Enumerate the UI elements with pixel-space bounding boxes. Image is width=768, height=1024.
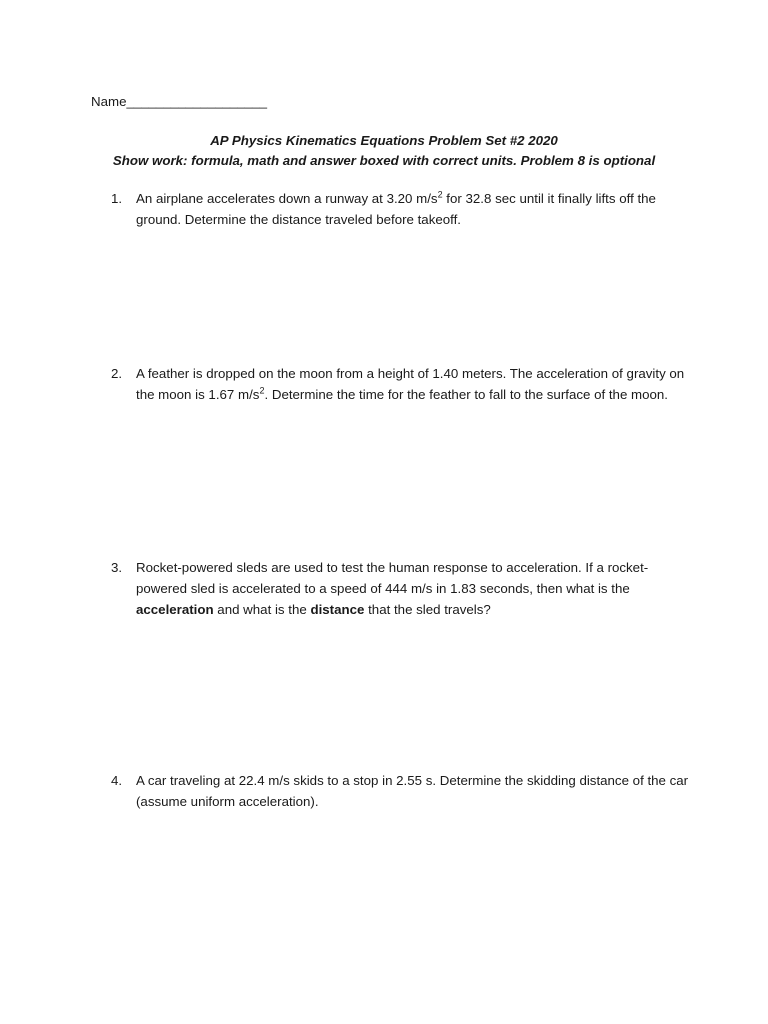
problem-number: 3. xyxy=(111,560,123,575)
problem-text xyxy=(136,363,691,405)
problem-text-part: An airplane accelerates down a runway at 3.20 m/s xyxy=(136,191,438,206)
worksheet-title: AP Physics Kinematics Equations Problem Set #2 2020 xyxy=(210,133,558,148)
problem-text-part: that the sled travels? xyxy=(364,602,491,617)
problem-number: 2. xyxy=(111,366,123,381)
problem-text xyxy=(136,557,691,620)
bold-term-acceleration: acceleration xyxy=(136,602,214,617)
problem-text-part: for 32.8 sec until it finally lifts off the ground. Determine the distance traveled before takeoff. xyxy=(136,191,656,227)
bold-term-distance: distance xyxy=(310,602,365,617)
problem-text-part: . Determine the time for the feather to fall to the surface of the moon. xyxy=(264,387,669,402)
problem-text-part: and what is the xyxy=(213,602,311,617)
superscript: 2 xyxy=(259,385,265,396)
problem-text xyxy=(136,770,691,812)
problem-text xyxy=(136,188,691,230)
name-field: Name___________________ xyxy=(91,94,267,109)
problem-text-part: A feather is dropped on the moon from a height of 1.40 meters. The acceleration of gravity on the moon is 1.67 m/s xyxy=(136,366,685,402)
worksheet-instructions: Show work: formula, math and answer boxed with correct units. Problem 8 is optional xyxy=(112,153,656,168)
problem-text-part: Rocket-powered sleds are used to test the human response to acceleration. If a rocket-powered sled is accelerated to a speed of 444 m/s in 1.83 seconds, then what is the xyxy=(136,560,649,596)
problem-text-part: A car traveling at 22.4 m/s skids to a stop in 2.55 s. Determine the skidding distance of the car (assume uniform acceleration). xyxy=(136,773,689,809)
problem-number: 4. xyxy=(111,773,123,788)
superscript: 2 xyxy=(437,189,443,200)
problem-number: 1. xyxy=(111,191,123,206)
